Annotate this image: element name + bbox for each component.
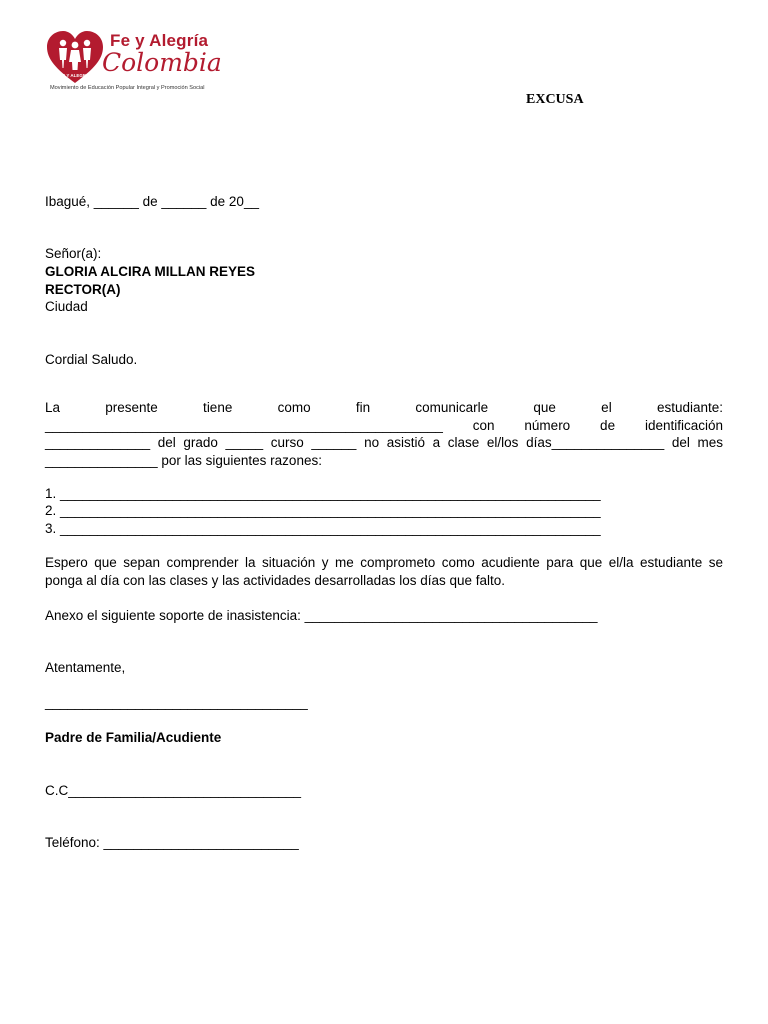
signature-line: ___________________________________ xyxy=(45,695,308,710)
commitment-paragraph-text: Espero que sepan comprender la situación y me comprometo como acudiente para que el/la estudiante se ponga al día con las clases y las actividades desarrolladas los días que falto. xyxy=(45,555,723,588)
reason-line-1: 1. ________________________________________________________________________ xyxy=(45,486,601,501)
logo-subtitle: Movimiento de Educación Popular Integral y Promoción Social xyxy=(50,85,205,91)
reason-line-2: 2. ________________________________________________________________________ xyxy=(45,503,601,518)
greeting: Cordial Saludo. xyxy=(45,352,138,367)
attachment-line: Anexo el siguiente soporte de inasistencia: _______________________________________ xyxy=(45,608,598,623)
id-number-line: C.C_______________________________ xyxy=(45,783,301,798)
salutation-to: Señor(a): xyxy=(45,246,102,261)
logo-main-text: Colombia xyxy=(102,48,222,77)
closing: Atentamente, xyxy=(45,660,126,675)
logo-top-text: Fe y Alegría xyxy=(110,31,209,50)
heart-text: FE Y ALEGRIA xyxy=(59,73,91,78)
signer-label: Padre de Familia/Acudiente xyxy=(45,730,222,745)
body-paragraph-text: La presente tiene como fin comunicarle que el estudiante: _____________________________________________________ con número de identificación ______________ del grado _____ curso ______ no asistió a clase el/los días_______________ del mes _______________ por las siguientes razones: xyxy=(45,400,723,468)
recipient-name: GLORIA ALCIRA MILLAN REYES xyxy=(45,264,255,279)
commitment-paragraph xyxy=(45,554,723,589)
reason-line-3: 3. ________________________________________________________________________ xyxy=(45,521,601,536)
date-line: Ibagué, ______ de ______ de 20__ xyxy=(45,194,259,209)
phone-line: Teléfono: __________________________ xyxy=(45,835,299,850)
recipient-role: RECTOR(A) xyxy=(45,282,121,297)
document-title: EXCUSA xyxy=(526,92,584,107)
recipient-city: Ciudad xyxy=(45,299,88,314)
fe-y-alegria-logo xyxy=(46,28,222,100)
heart-children-logo-icon xyxy=(46,31,104,85)
body-paragraph xyxy=(45,399,723,469)
